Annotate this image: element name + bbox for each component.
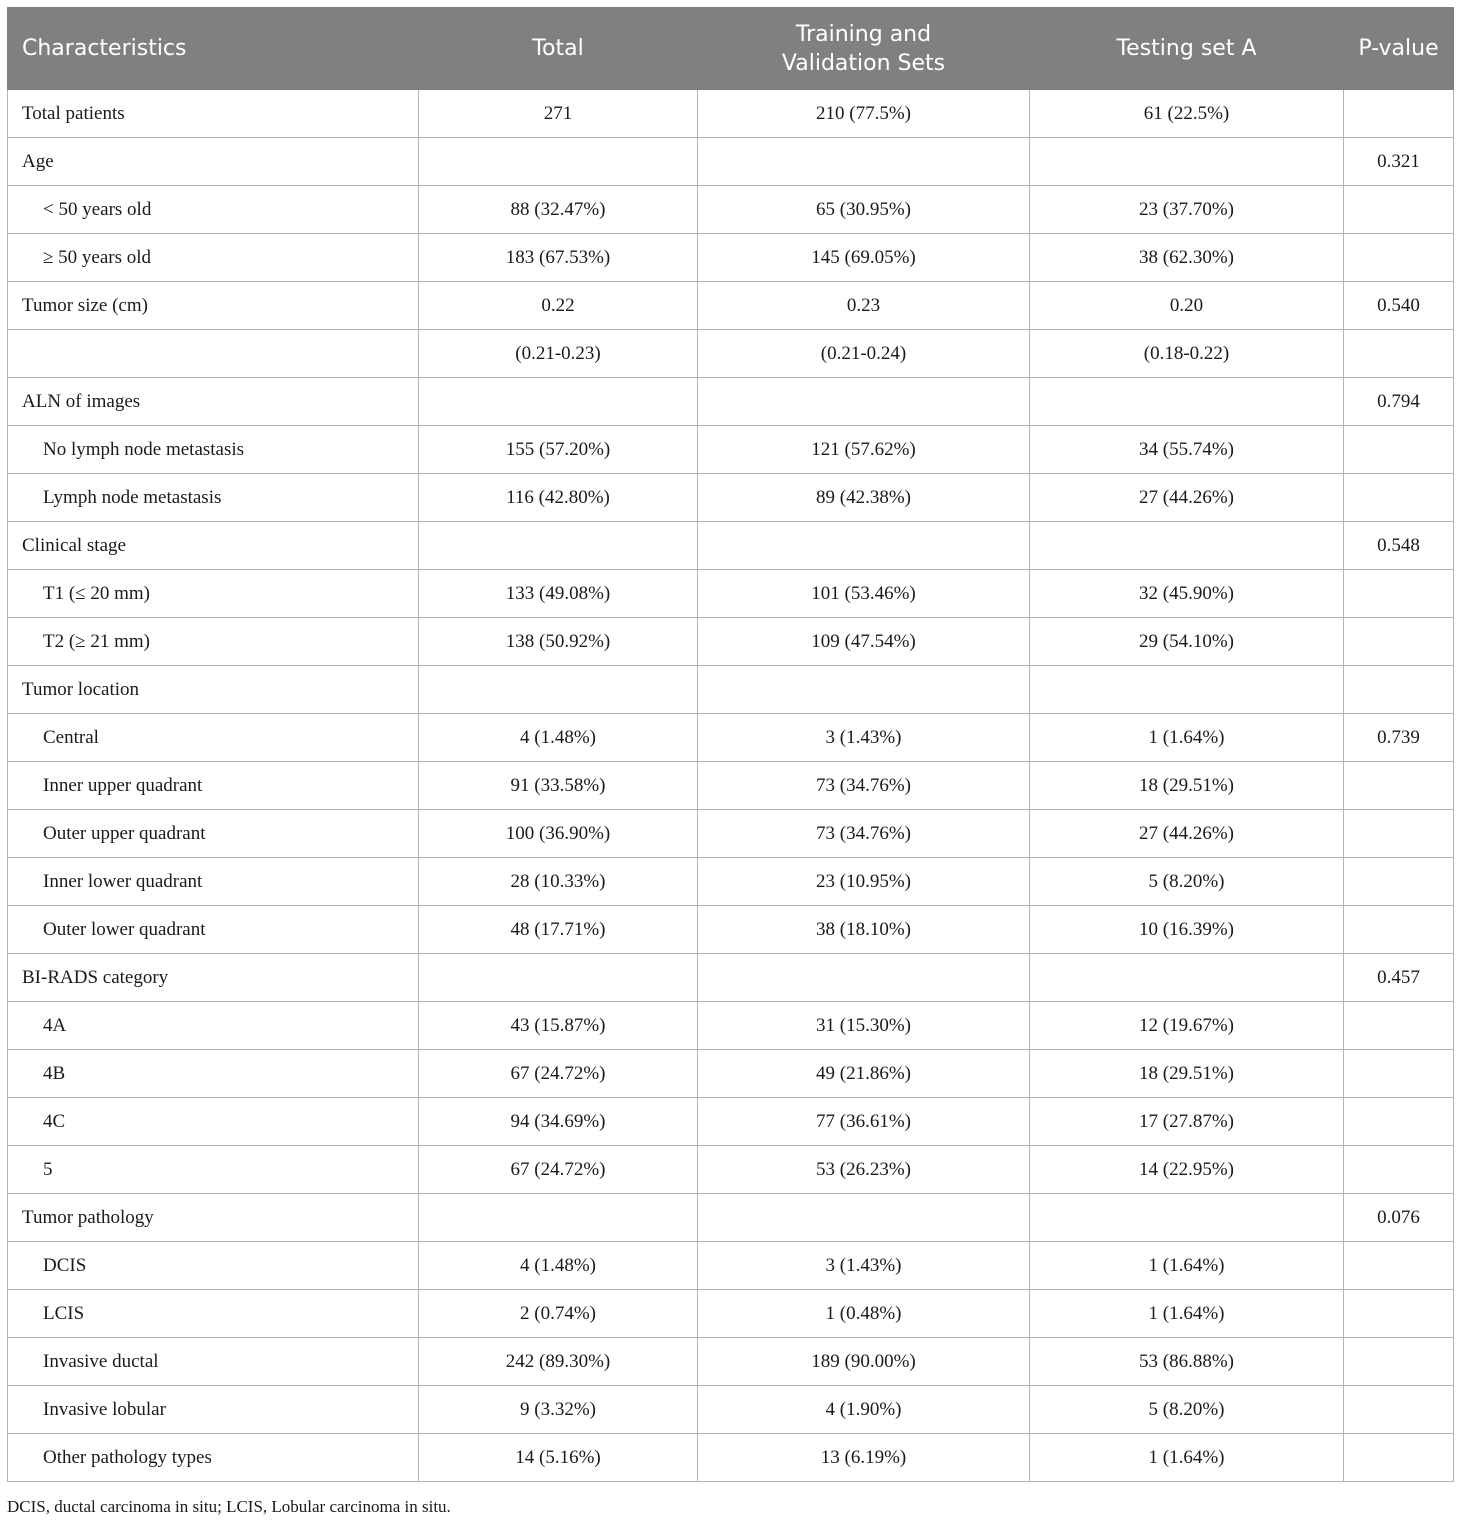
total-cell: [419, 522, 698, 570]
p-value-cell: 0.457: [1344, 954, 1454, 1002]
table-row: [8, 1338, 1454, 1386]
row-label-cell: Outer upper quadrant: [8, 810, 419, 858]
table-row: [8, 666, 1454, 714]
testing-cell: 29 (54.10%): [1030, 618, 1344, 666]
table-row: [8, 1050, 1454, 1098]
testing-cell: 10 (16.39%): [1030, 906, 1344, 954]
p-value-cell: [1344, 1290, 1454, 1338]
p-value-cell: [1344, 618, 1454, 666]
training-cell: 89 (42.38%): [698, 474, 1030, 522]
p-value-cell: [1344, 810, 1454, 858]
total-cell: (0.21-0.23): [419, 330, 698, 378]
total-cell: 4 (1.48%): [419, 1242, 698, 1290]
row-label-cell: Invasive lobular: [8, 1386, 419, 1434]
table-row: [8, 330, 1454, 378]
row-label-cell: Tumor pathology: [8, 1194, 419, 1242]
testing-cell: 1 (1.64%): [1030, 1242, 1344, 1290]
training-cell: 4 (1.90%): [698, 1386, 1030, 1434]
header-testing-set-a: Testing set A: [1030, 8, 1344, 90]
row-label-cell: LCIS: [8, 1290, 419, 1338]
table-row: [8, 186, 1454, 234]
p-value-cell: 0.076: [1344, 1194, 1454, 1242]
table-row: [8, 618, 1454, 666]
total-cell: 242 (89.30%): [419, 1338, 698, 1386]
row-label-cell: 4C: [8, 1098, 419, 1146]
testing-cell: 5 (8.20%): [1030, 1386, 1344, 1434]
row-label-cell: No lymph node metastasis: [8, 426, 419, 474]
p-value-cell: [1344, 330, 1454, 378]
testing-cell: (0.18-0.22): [1030, 330, 1344, 378]
p-value-cell: [1344, 1242, 1454, 1290]
training-cell: 109 (47.54%): [698, 618, 1030, 666]
testing-cell: [1030, 666, 1344, 714]
training-cell: [698, 954, 1030, 1002]
testing-cell: 23 (37.70%): [1030, 186, 1344, 234]
table-row: [8, 810, 1454, 858]
p-value-cell: [1344, 1002, 1454, 1050]
training-cell: 77 (36.61%): [698, 1098, 1030, 1146]
training-cell: 53 (26.23%): [698, 1146, 1030, 1194]
row-label-cell: T1 (≤ 20 mm): [8, 570, 419, 618]
row-label-cell: BI-RADS category: [8, 954, 419, 1002]
testing-cell: 18 (29.51%): [1030, 762, 1344, 810]
testing-cell: 27 (44.26%): [1030, 474, 1344, 522]
p-value-cell: [1344, 570, 1454, 618]
p-value-cell: [1344, 186, 1454, 234]
training-cell: 101 (53.46%): [698, 570, 1030, 618]
row-label-cell: DCIS: [8, 1242, 419, 1290]
total-cell: 138 (50.92%): [419, 618, 698, 666]
total-cell: 88 (32.47%): [419, 186, 698, 234]
row-label-cell: Total patients: [8, 90, 419, 138]
training-cell: 3 (1.43%): [698, 714, 1030, 762]
table-row: [8, 954, 1454, 1002]
testing-cell: 32 (45.90%): [1030, 570, 1344, 618]
training-cell: 121 (57.62%): [698, 426, 1030, 474]
row-label-cell: [8, 330, 419, 378]
p-value-cell: 0.321: [1344, 138, 1454, 186]
row-label-cell: Invasive ductal: [8, 1338, 419, 1386]
table-row: [8, 138, 1454, 186]
p-value-cell: [1344, 426, 1454, 474]
table-row: [8, 1194, 1454, 1242]
total-cell: [419, 378, 698, 426]
table-row: [8, 1098, 1454, 1146]
header-total: Total: [419, 8, 698, 90]
table-row: [8, 714, 1454, 762]
training-cell: [698, 522, 1030, 570]
testing-cell: 0.20: [1030, 282, 1344, 330]
row-label-cell: 4B: [8, 1050, 419, 1098]
training-cell: 3 (1.43%): [698, 1242, 1030, 1290]
total-cell: 91 (33.58%): [419, 762, 698, 810]
p-value-cell: [1344, 1434, 1454, 1482]
header-p-value: P-value: [1344, 8, 1454, 90]
row-label-cell: ALN of images: [8, 378, 419, 426]
row-label-cell: T2 (≥ 21 mm): [8, 618, 419, 666]
total-cell: [419, 1194, 698, 1242]
total-cell: [419, 666, 698, 714]
training-cell: 73 (34.76%): [698, 810, 1030, 858]
total-cell: 28 (10.33%): [419, 858, 698, 906]
row-label-cell: Tumor location: [8, 666, 419, 714]
testing-cell: 1 (1.64%): [1030, 1290, 1344, 1338]
table-row: [8, 282, 1454, 330]
row-label-cell: Tumor size (cm): [8, 282, 419, 330]
row-label-cell: Other pathology types: [8, 1434, 419, 1482]
table-row: [8, 858, 1454, 906]
training-cell: 0.23: [698, 282, 1030, 330]
training-cell: 73 (34.76%): [698, 762, 1030, 810]
p-value-cell: [1344, 666, 1454, 714]
testing-cell: [1030, 954, 1344, 1002]
testing-cell: [1030, 378, 1344, 426]
row-label-cell: 4A: [8, 1002, 419, 1050]
table-header-row: [8, 8, 1454, 90]
characteristics-table: [7, 7, 1454, 1482]
testing-cell: 27 (44.26%): [1030, 810, 1344, 858]
row-label-cell: Outer lower quadrant: [8, 906, 419, 954]
row-label-cell: Clinical stage: [8, 522, 419, 570]
training-cell: [698, 666, 1030, 714]
characteristics-table-container: [7, 7, 1453, 1482]
p-value-cell: [1344, 1050, 1454, 1098]
training-cell: 31 (15.30%): [698, 1002, 1030, 1050]
table-body: [8, 90, 1454, 1482]
training-cell: [698, 1194, 1030, 1242]
header-characteristics: Characteristics: [8, 8, 419, 90]
total-cell: 100 (36.90%): [419, 810, 698, 858]
p-value-cell: [1344, 906, 1454, 954]
training-cell: 145 (69.05%): [698, 234, 1030, 282]
testing-cell: [1030, 1194, 1344, 1242]
training-cell: 23 (10.95%): [698, 858, 1030, 906]
total-cell: 183 (67.53%): [419, 234, 698, 282]
testing-cell: 17 (27.87%): [1030, 1098, 1344, 1146]
testing-cell: 5 (8.20%): [1030, 858, 1344, 906]
testing-cell: 12 (19.67%): [1030, 1002, 1344, 1050]
table-row: [8, 1146, 1454, 1194]
p-value-cell: [1344, 1386, 1454, 1434]
p-value-cell: 0.540: [1344, 282, 1454, 330]
row-label-cell: Inner lower quadrant: [8, 858, 419, 906]
testing-cell: 18 (29.51%): [1030, 1050, 1344, 1098]
training-cell: (0.21-0.24): [698, 330, 1030, 378]
testing-cell: 34 (55.74%): [1030, 426, 1344, 474]
testing-cell: 38 (62.30%): [1030, 234, 1344, 282]
row-label-cell: 5: [8, 1146, 419, 1194]
total-cell: 94 (34.69%): [419, 1098, 698, 1146]
total-cell: 43 (15.87%): [419, 1002, 698, 1050]
testing-cell: 14 (22.95%): [1030, 1146, 1344, 1194]
testing-cell: 1 (1.64%): [1030, 714, 1344, 762]
training-cell: [698, 138, 1030, 186]
row-label-cell: Lymph node metastasis: [8, 474, 419, 522]
table-row: [8, 1242, 1454, 1290]
total-cell: 155 (57.20%): [419, 426, 698, 474]
table-row: [8, 906, 1454, 954]
testing-cell: 61 (22.5%): [1030, 90, 1344, 138]
table-row: [8, 90, 1454, 138]
table-row: [8, 1434, 1454, 1482]
total-cell: [419, 138, 698, 186]
training-cell: [698, 378, 1030, 426]
total-cell: 116 (42.80%): [419, 474, 698, 522]
training-cell: 49 (21.86%): [698, 1050, 1030, 1098]
p-value-cell: [1344, 1146, 1454, 1194]
training-cell: 38 (18.10%): [698, 906, 1030, 954]
p-value-cell: 0.548: [1344, 522, 1454, 570]
row-label-cell: ≥ 50 years old: [8, 234, 419, 282]
total-cell: [419, 954, 698, 1002]
training-cell: 189 (90.00%): [698, 1338, 1030, 1386]
row-label-cell: Central: [8, 714, 419, 762]
table-row: [8, 762, 1454, 810]
total-cell: 133 (49.08%): [419, 570, 698, 618]
total-cell: 14 (5.16%): [419, 1434, 698, 1482]
training-cell: 210 (77.5%): [698, 90, 1030, 138]
p-value-cell: 0.794: [1344, 378, 1454, 426]
header-training-validation: [698, 8, 1030, 90]
table-row: [8, 570, 1454, 618]
table-row: [8, 522, 1454, 570]
total-cell: 4 (1.48%): [419, 714, 698, 762]
training-cell: 1 (0.48%): [698, 1290, 1030, 1338]
table-row: [8, 426, 1454, 474]
p-value-cell: [1344, 858, 1454, 906]
testing-cell: [1030, 138, 1344, 186]
p-value-cell: [1344, 474, 1454, 522]
training-cell: 65 (30.95%): [698, 186, 1030, 234]
table-row: [8, 1002, 1454, 1050]
total-cell: 48 (17.71%): [419, 906, 698, 954]
total-cell: 67 (24.72%): [419, 1146, 698, 1194]
table-row: [8, 234, 1454, 282]
total-cell: 2 (0.74%): [419, 1290, 698, 1338]
row-label-cell: Age: [8, 138, 419, 186]
table-footnote: DCIS, ductal carcinoma in situ; LCIS, Lobular carcinoma in situ.: [7, 1497, 451, 1516]
total-cell: 0.22: [419, 282, 698, 330]
table-row: [8, 1386, 1454, 1434]
total-cell: 9 (3.32%): [419, 1386, 698, 1434]
p-value-cell: [1344, 1338, 1454, 1386]
testing-cell: [1030, 522, 1344, 570]
row-label-cell: < 50 years old: [8, 186, 419, 234]
header-training-validation-text: Training and Validation Sets: [781, 21, 946, 76]
total-cell: 67 (24.72%): [419, 1050, 698, 1098]
p-value-cell: [1344, 1098, 1454, 1146]
total-cell: 271: [419, 90, 698, 138]
table-row: [8, 1290, 1454, 1338]
p-value-cell: [1344, 90, 1454, 138]
table-row: [8, 474, 1454, 522]
table-row: [8, 378, 1454, 426]
testing-cell: 53 (86.88%): [1030, 1338, 1344, 1386]
training-cell: 13 (6.19%): [698, 1434, 1030, 1482]
p-value-cell: [1344, 762, 1454, 810]
p-value-cell: [1344, 234, 1454, 282]
row-label-cell: Inner upper quadrant: [8, 762, 419, 810]
testing-cell: 1 (1.64%): [1030, 1434, 1344, 1482]
p-value-cell: 0.739: [1344, 714, 1454, 762]
